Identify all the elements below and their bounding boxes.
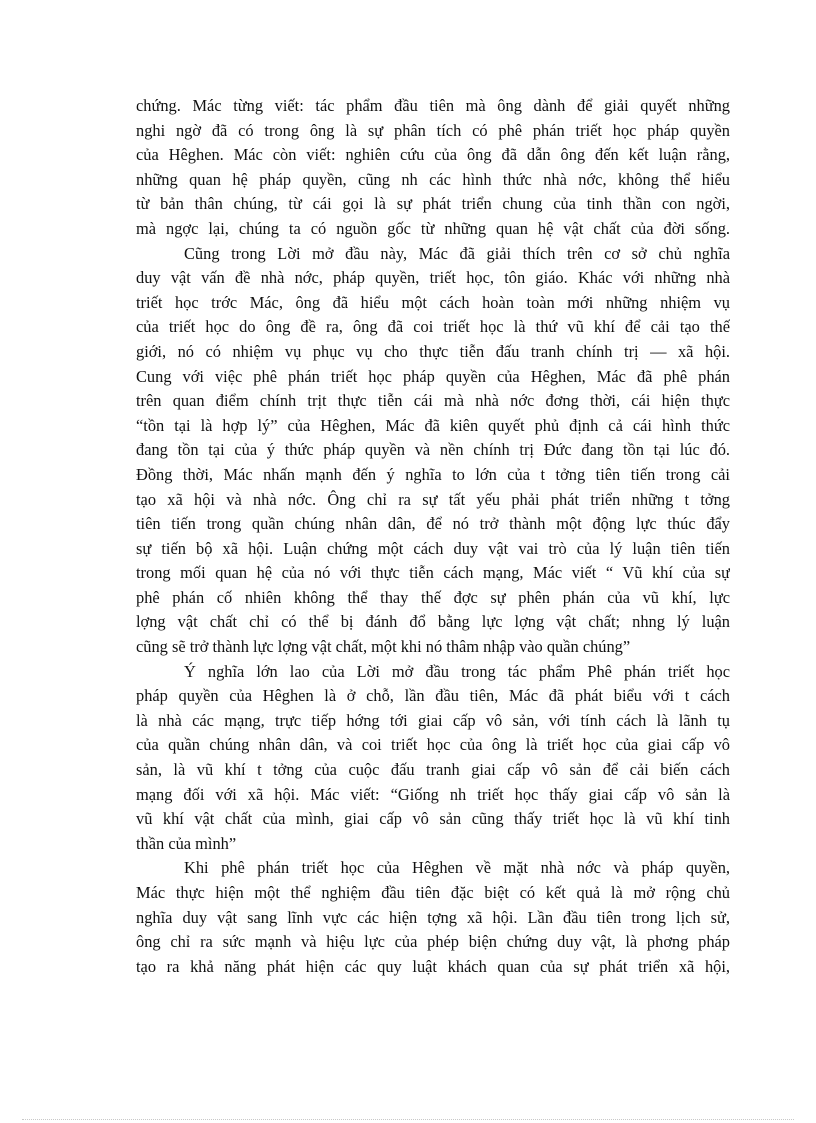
paragraph-4 bbox=[136, 856, 730, 979]
text-line: giới, nó có nhiệm vụ phục vụ cho thực tiễn đấu tranh chính trị — xã hội. bbox=[136, 341, 730, 361]
text-line: trên quan điểm chính trịt thực tiễn cái mà nhà nớc đơng thời, cái hiện thực bbox=[136, 391, 730, 411]
text-line: trong mối quan hệ của nó với thực tiễn cách mạng, Mác viết “ Vũ khí của sự bbox=[136, 563, 730, 583]
text-line: Cũng trong Lời mở đầu này, Mác đã giải thích trên cơ sở chủ nghĩa bbox=[184, 243, 730, 263]
text-line: nghi ngờ đã có trong ông là sự phân tích có phê phán triết học pháp quyền bbox=[136, 120, 730, 140]
text-line: Khi phê phán triết học của Hêghen về mặt nhà nớc và pháp quyền, bbox=[184, 858, 730, 878]
text-line: của Hêghen. Mác còn viết: nghiên cứu của ông đã dẫn ông đến kết luận rằng, bbox=[136, 145, 730, 165]
text-line: đang tồn tại của ý thức pháp quyền và nền chính trị Đức đang tồn tại lúc đó. bbox=[136, 440, 730, 460]
text-line: duy vật vấn đề nhà nớc, pháp quyền, triết học, tôn giáo. Khác với những nhà bbox=[136, 268, 730, 288]
paragraph-3 bbox=[136, 660, 730, 857]
text-line: vũ khí vật chất của mình, giai cấp vô sản cũng thấy triết học là vũ khí tinh bbox=[136, 809, 730, 829]
text-line: tạo xã hội và nhà nớc. Ông chỉ ra sự tất yếu phải phát triển những t tởng bbox=[136, 489, 730, 509]
text-line: là nhà các mạng, trực tiếp hớng tới giai cấp vô sản, với tính cách là lãnh tụ bbox=[136, 710, 730, 730]
text-line: triết học trớc Mác, ông đã hiểu một cách hoàn toàn mới những nhiệm vụ bbox=[136, 292, 730, 312]
text-line: mà ngợc lại, chúng ta có nguồn gốc từ những quan hệ vật chất của đời sống. bbox=[136, 218, 730, 238]
text-line: cũng sẽ trở thành lực lợng vật chất, một khi nó thâm nhập vào quần chúng” bbox=[136, 637, 631, 657]
text-line: pháp quyền của Hêghen là ở chỗ, lần đầu tiên, Mác đã phát biểu với t cách bbox=[136, 686, 730, 706]
text-line: của quần chúng nhân dân, và coi triết học của ông là triết học của giai cấp vô bbox=[136, 735, 730, 755]
paragraph-2 bbox=[136, 242, 730, 660]
text-line: Đồng thời, Mác nhấn mạnh đến ý nghĩa to lớn của t tởng tiên tiến trong cải bbox=[136, 464, 730, 484]
text-line: sự tiến bộ xã hội. Luận chứng một cách duy vật vai trò của lý luận tiên tiến bbox=[136, 538, 730, 558]
text-line: những quan hệ pháp quyền, cũng nh các hình thức nhà nớc, không thể hiểu bbox=[136, 169, 730, 189]
text-line: tiên tiến trong quần chúng nhân dân, để nó trở thành một động lực thúc đẩy bbox=[136, 514, 730, 534]
text-line: của triết học do ông đề ra, ông đã coi triết học là thứ vũ khí để cải tạo thế bbox=[136, 317, 730, 337]
text-line: “tồn tại là hợp lý” của Hêghen, Mác đã kiên quyết phủ định cả cái hình thức bbox=[136, 415, 730, 435]
text-line: sản, là vũ khí t tởng của cuộc đấu tranh giai cấp vô sản để cải biến cách bbox=[136, 760, 730, 780]
document-page bbox=[136, 94, 730, 979]
text-line: phê phán cố nhiên không thể thay thế đợc sự phên phán của vũ khí, lực bbox=[136, 587, 730, 607]
paragraph-1 bbox=[136, 94, 730, 242]
text-line: lợng vật chất chỉ có thể bị đánh đổ bằng lực lợng vật chất; nhng lý luận bbox=[136, 612, 730, 632]
text-line: Ý nghĩa lớn lao của Lời mở đầu trong tác phẩm Phê phán triết học bbox=[184, 661, 730, 681]
page-bottom-divider bbox=[22, 1119, 794, 1120]
text-line: mạng đối với xã hội. Mác viết: “Giống nh triết học thấy giai cấp vô sản là bbox=[136, 784, 730, 804]
text-line: Cung với việc phê phán triết học pháp quyền của Hêghen, Mác đã phê phán bbox=[136, 366, 730, 386]
text-line: thần của mình” bbox=[136, 833, 237, 853]
text-line: chứng. Mác từng viết: tác phẩm đầu tiên mà ông dành để giải quyết những bbox=[136, 96, 730, 115]
text-line: ông chỉ ra sức mạnh và hiệu lực của phép biện chứng duy vật, là phơng pháp bbox=[136, 932, 730, 952]
text-line: tạo ra khả năng phát hiện các quy luật khách quan của sự phát triển xã hội, bbox=[136, 956, 730, 976]
text-line: Mác thực hiện một thể nghiệm đầu tiên đặc biệt có kết quả là mở rộng chủ bbox=[136, 883, 730, 902]
text-line: từ bản thân chúng, từ cái gọi là sự phát triển chung của tinh thần con ngời, bbox=[136, 194, 730, 214]
text-line: nghĩa duy vật sang lĩnh vực các hiện tợng xã hội. Lần đầu tiên trong lịch sử, bbox=[136, 907, 730, 927]
